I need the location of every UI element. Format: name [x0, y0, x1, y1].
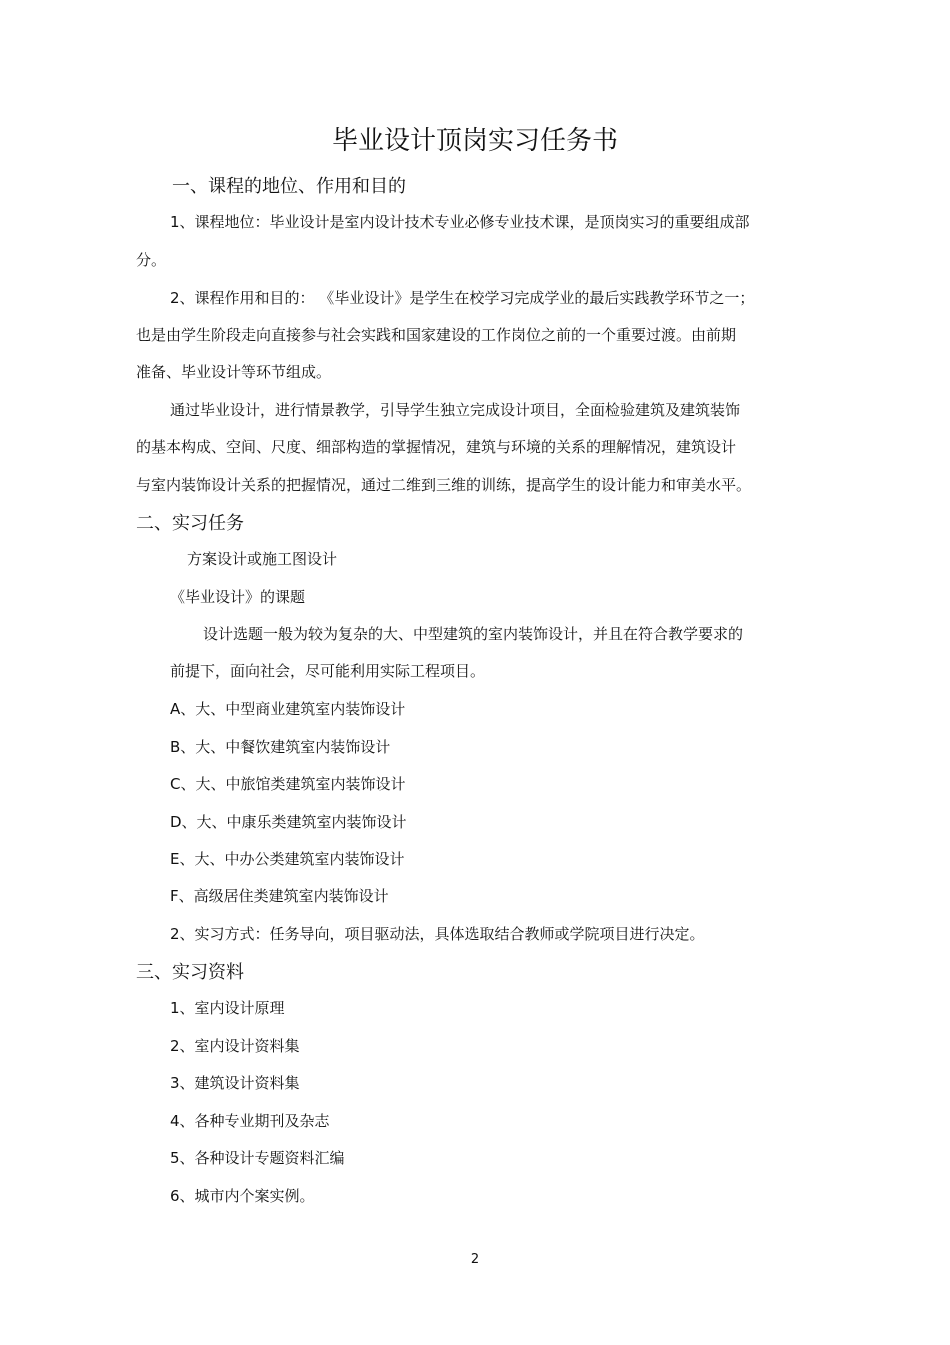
paragraph-line: 2、课程作用和目的： 《毕业设计》是学生在校学习完成学业的最后实践教学环节之一；	[170, 289, 755, 307]
list-item: 6、城市内个案实例。	[170, 1187, 315, 1205]
paragraph-line: 与室内装饰设计关系的把握情况，通过二维到三维的训练，提高学生的设计能力和审美水平。	[136, 476, 752, 494]
list-item: C、大、中旅馆类建筑室内装饰设计	[170, 775, 406, 793]
section-heading-3: 三、实习资料	[136, 962, 244, 983]
paragraph-line: 前提下，面向社会，尽可能利用实际工程项目。	[170, 662, 486, 680]
page-number: 2	[470, 1252, 480, 1267]
list-item: 4、各种专业期刊及杂志	[170, 1112, 330, 1130]
paragraph-line: 也是由学生阶段走向直接参与社会实践和国家建设的工作岗位之前的一个重要过渡。由前期	[136, 326, 737, 344]
section-heading-1: 一、课程的地位、作用和目的	[172, 176, 406, 197]
list-item: 1、室内设计原理	[170, 999, 285, 1017]
paragraph-line: 1、课程地位：毕业设计是室内设计技术专业必修专业技术课，是顶岗实习的重要组成部	[170, 213, 750, 231]
paragraph-line: 通过毕业设计，进行情景教学，引导学生独立完成设计项目，全面检验建筑及建筑装饰	[170, 401, 741, 419]
paragraph-line: 方案设计或施工图设计	[187, 550, 338, 568]
paragraph-line: 2、实习方式：任务导向，项目驱动法，具体选取结合教师或学院项目进行决定。	[170, 925, 705, 943]
list-item: E、大、中办公类建筑室内装饰设计	[170, 850, 405, 868]
list-item: A、大、中型商业建筑室内装饰设计	[170, 700, 406, 718]
paragraph-line: 分。	[136, 251, 167, 269]
paragraph-line: 准备、毕业设计等环节组成。	[136, 363, 332, 381]
list-item: B、大、中餐饮建筑室内装饰设计	[170, 738, 391, 756]
list-item: 3、建筑设计资料集	[170, 1074, 300, 1092]
paragraph-line: 设计选题一般为较为复杂的大、中型建筑的室内装饰设计，并且在符合教学要求的	[203, 625, 744, 643]
list-item: F、高级居住类建筑室内装饰设计	[170, 887, 389, 905]
list-item: D、大、中康乐类建筑室内装饰设计	[170, 813, 407, 831]
list-item: 2、室内设计资料集	[170, 1037, 300, 1055]
paragraph-line: 的基本构成、空间、尺度、细部构造的掌握情况，建筑与环境的关系的理解情况，建筑设计	[136, 438, 737, 456]
document-title: 毕业设计顶岗实习任务书	[331, 126, 618, 156]
list-item: 5、各种设计专题资料汇编	[170, 1149, 345, 1167]
section-heading-2: 二、实习任务	[136, 513, 244, 534]
paragraph-line: 《毕业设计》的课题	[170, 588, 306, 606]
